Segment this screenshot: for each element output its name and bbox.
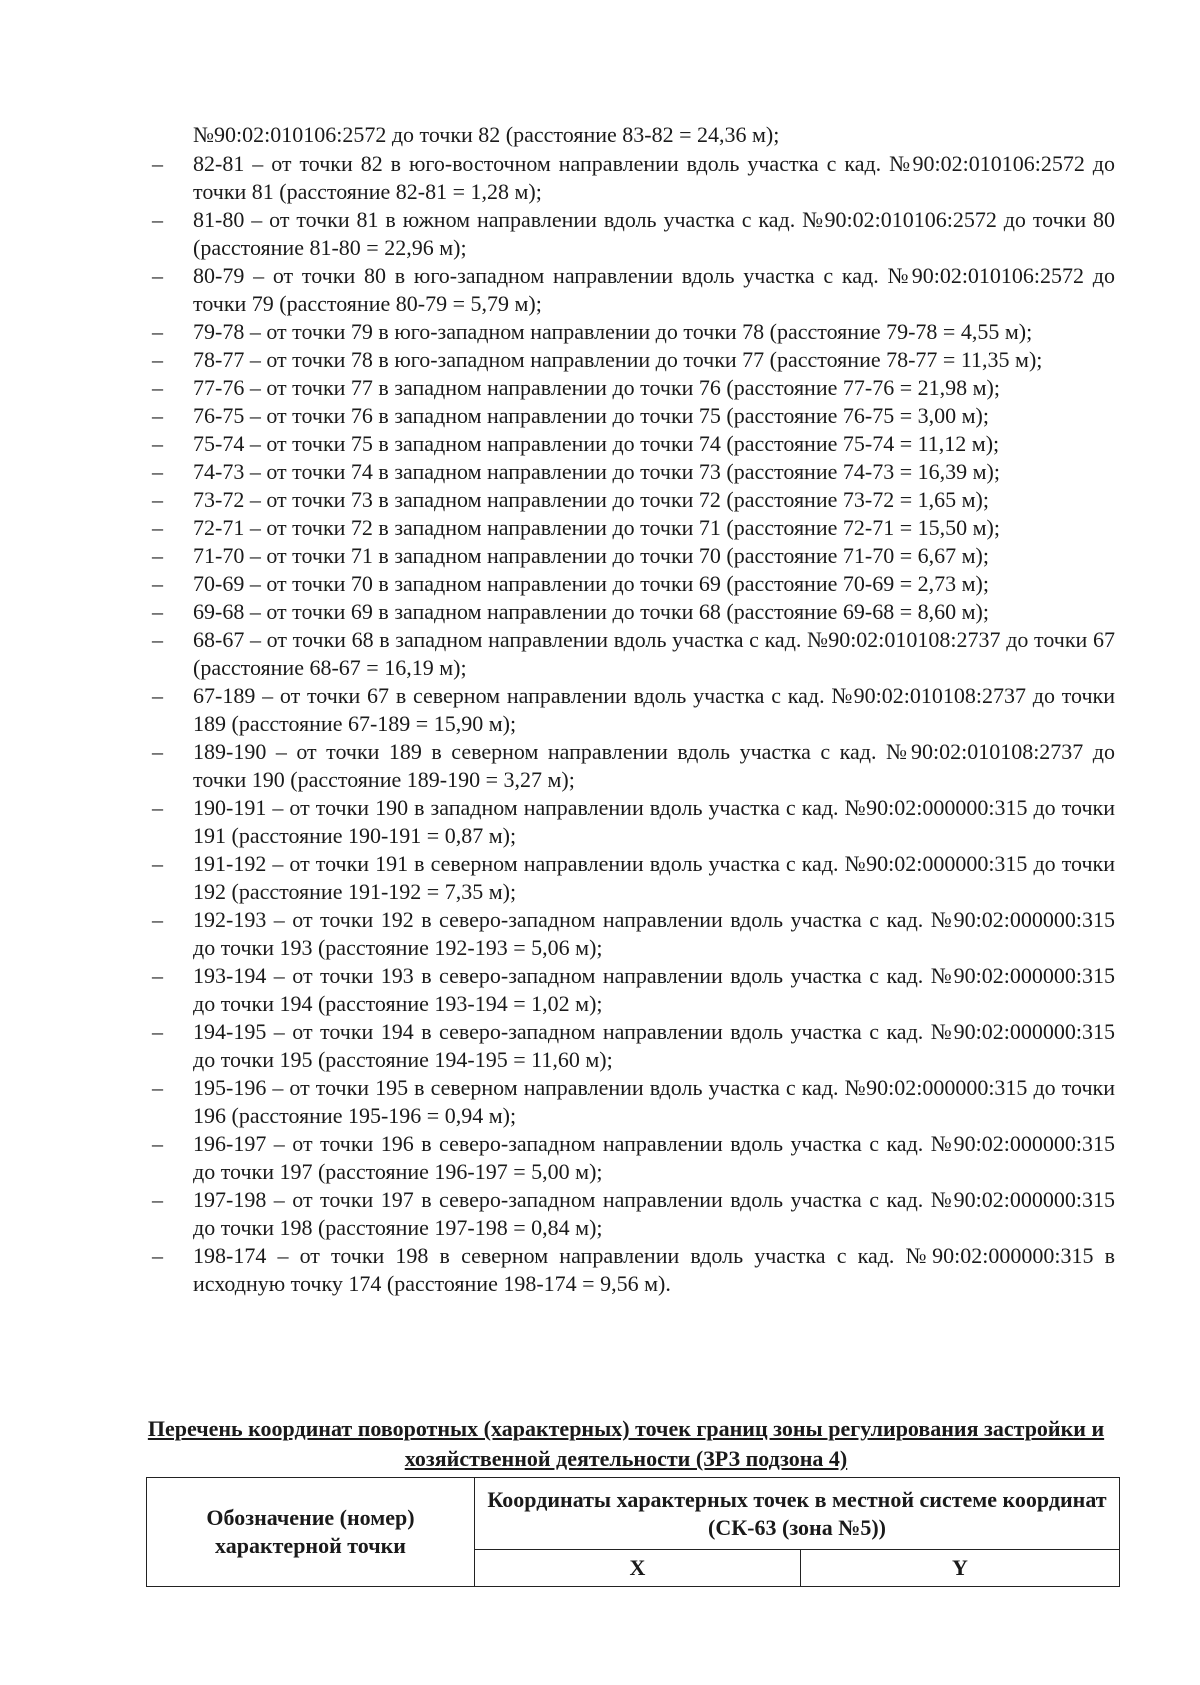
dash-bullet: – [152, 431, 163, 456]
continuation-line: №90:02:010106:2572 до точки 82 (расстояние 83-82 = 24,36 м); [193, 122, 780, 147]
list-item [0, 850, 1115, 906]
list-item [0, 542, 1115, 570]
list-item [0, 346, 1115, 374]
list-item [0, 906, 1115, 962]
dash-bullet: – [152, 263, 163, 288]
list-item-text: 74-73 – от точки 74 в западном направлении до точки 73 (расстояние 74-73 = 16,39 м); [193, 459, 1000, 484]
x-column-header: X [475, 1550, 801, 1587]
list-item [0, 682, 1115, 738]
dash-bullet: – [152, 599, 163, 624]
dash-bullet: – [152, 795, 163, 820]
list-item-text: 70-69 – от точки 70 в западном направлении до точки 69 (расстояние 70-69 = 2,73 м); [193, 571, 989, 596]
list-item-text: 191-192 – от точки 191 в северном направлении вдоль участка с кад. №90:02:000000:315 до точки 192 (расстояние 191-192 = 7,35 м); [193, 851, 1115, 904]
dash-bullet: – [152, 627, 163, 652]
dash-bullet: – [152, 151, 163, 176]
list-item [0, 598, 1115, 626]
list-item [0, 514, 1115, 542]
list-item-text: 192-193 – от точки 192 в северо-западном направлении вдоль участка с кад. №90:02:000000:315 до точки 193 (расстояние 192-193 = 5,06 м); [193, 907, 1115, 960]
list-item [0, 1074, 1115, 1130]
list-item-text: 69-68 – от точки 69 в западном направлении до точки 68 (расстояние 69-68 = 8,60 м); [193, 599, 989, 624]
list-item-text: 79-78 – от точки 79 в юго-западном направлении до точки 78 (расстояние 79-78 = 4,55 м); [193, 319, 1033, 344]
list-item-text: 73-72 – от точки 73 в западном направлении до точки 72 (расстояние 73-72 = 1,65 м); [193, 487, 989, 512]
list-item-text: 198-174 – от точки 198 в северном направлении вдоль участка с кад. №90:02:000000:315 в исходную точку 174 (расстояние 198-174 = 9,56 м). [193, 1243, 1115, 1296]
list-item [0, 1018, 1115, 1074]
list-item-text: 197-198 – от точки 197 в северо-западном направлении вдоль участка с кад. №90:02:000000:315 до точки 198 (расстояние 197-198 = 0,84 м); [193, 1187, 1115, 1240]
list-item [0, 738, 1115, 794]
list-item [0, 206, 1115, 262]
dash-bullet: – [152, 207, 163, 232]
dash-bullet: – [152, 1131, 163, 1156]
list-item-text: 68-67 – от точки 68 в западном направлении вдоль участка с кад. №90:02:010108:2737 до точки 67 (расстояние 68-67 = 16,19 м); [193, 627, 1115, 680]
list-item-text: 80-79 – от точки 80 в юго-западном направлении вдоль участка с кад. №90:02:010106:2572 до точки 79 (расстояние 80-79 = 5,79 м); [193, 263, 1115, 316]
dash-bullet: – [152, 543, 163, 568]
list-item [0, 262, 1115, 318]
list-item [0, 374, 1115, 402]
dash-bullet: – [152, 1187, 163, 1212]
y-column-header: Y [801, 1550, 1120, 1587]
list-item-text: 190-191 – от точки 190 в западном направлении вдоль участка с кад. №90:02:000000:315 до точки 191 (расстояние 190-191 = 0,87 м); [193, 795, 1115, 848]
list-item-text: 75-74 – от точки 75 в западном направлении до точки 74 (расстояние 75-74 = 11,12 м); [193, 431, 1000, 456]
list-item-text: 76-75 – от точки 76 в западном направлении до точки 75 (расстояние 76-75 = 3,00 м); [193, 403, 989, 428]
dash-bullet: – [152, 571, 163, 596]
dash-bullet: – [152, 739, 163, 764]
dash-bullet: – [152, 347, 163, 372]
dash-bullet: – [152, 963, 163, 988]
list-item-text: 67-189 – от точки 67 в северном направлении вдоль участка с кад. №90:02:010108:2737 до точки 189 (расстояние 67-189 = 15,90 м); [193, 683, 1115, 736]
list-item-text: 194-195 – от точки 194 в северо-западном направлении вдоль участка с кад. №90:02:000000:315 до точки 195 (расстояние 194-195 = 11,60 м); [193, 1019, 1115, 1072]
point-number-header: Обозначение (номер) характерной точки [147, 1478, 475, 1587]
list-item-text: 196-197 – от точки 196 в северо-западном направлении вдоль участка с кад. №90:02:000000:315 до точки 197 (расстояние 196-197 = 5,00 м); [193, 1131, 1115, 1184]
list-item [0, 1242, 1115, 1298]
dash-bullet: – [152, 403, 163, 428]
dash-bullet: – [152, 1243, 163, 1268]
list-item [0, 1186, 1115, 1242]
list-item [0, 962, 1115, 1018]
list-item-text: 72-71 – от точки 72 в западном направлении до точки 71 (расстояние 72-71 = 15,50 м); [193, 515, 1000, 540]
dash-bullet: – [152, 1075, 163, 1100]
dash-bullet: – [152, 459, 163, 484]
section-heading: Перечень координат поворотных (характерных) точек границ зоны регулирования застройки и хозяйственной деятельности (ЗРЗ подзона 4) [147, 1416, 1105, 1471]
list-item [0, 570, 1115, 598]
list-item-text: 77-76 – от точки 77 в западном направлении до точки 76 (расстояние 77-76 = 21,98 м); [193, 375, 1000, 400]
dash-bullet: – [152, 487, 163, 512]
list-item [0, 318, 1115, 346]
dash-bullet: – [152, 319, 163, 344]
dash-bullet: – [152, 683, 163, 708]
list-item-text: 71-70 – от точки 71 в западном направлении до точки 70 (расстояние 71-70 = 6,67 м); [193, 543, 989, 568]
dash-bullet: – [152, 851, 163, 876]
list-item-text: 82-81 – от точки 82 в юго-восточном направлении вдоль участка с кад. №90:02:010106:2572 до точки 81 (расстояние 82-81 = 1,28 м); [193, 151, 1115, 204]
coordinates-header: Координаты характерных точек в местной системе координат (СК-63 (зона №5)) [475, 1478, 1120, 1550]
list-item-text: 81-80 – от точки 81 в южном направлении вдоль участка с кад. №90:02:010106:2572 до точки 80 (расстояние 81-80 = 22,96 м); [193, 207, 1115, 260]
boundary-segment-list [0, 150, 1200, 1298]
dash-bullet: – [152, 1019, 163, 1044]
dash-bullet: – [152, 907, 163, 932]
dash-bullet: – [152, 515, 163, 540]
list-item-text: 78-77 – от точки 78 в юго-западном направлении до точки 77 (расстояние 78-77 = 11,35 м); [193, 347, 1043, 372]
list-item [0, 150, 1115, 206]
list-item [0, 486, 1115, 514]
coordinates-table [146, 1477, 1120, 1587]
list-item [0, 430, 1115, 458]
list-item [0, 402, 1115, 430]
list-item-text: 189-190 – от точки 189 в северном направлении вдоль участка с кад. №90:02:010108:2737 до точки 190 (расстояние 189-190 = 3,27 м); [193, 739, 1115, 792]
list-item [0, 626, 1115, 682]
list-item-text: 195-196 – от точки 195 в северном направлении вдоль участка с кад. №90:02:000000:315 до точки 196 (расстояние 195-196 = 0,94 м); [193, 1075, 1115, 1128]
list-item [0, 794, 1115, 850]
list-item [0, 458, 1115, 486]
list-item-text: 193-194 – от точки 193 в северо-западном направлении вдоль участка с кад. №90:02:000000:315 до точки 194 (расстояние 193-194 = 1,02 м); [193, 963, 1115, 1016]
dash-bullet: – [152, 375, 163, 400]
list-item [0, 1130, 1115, 1186]
